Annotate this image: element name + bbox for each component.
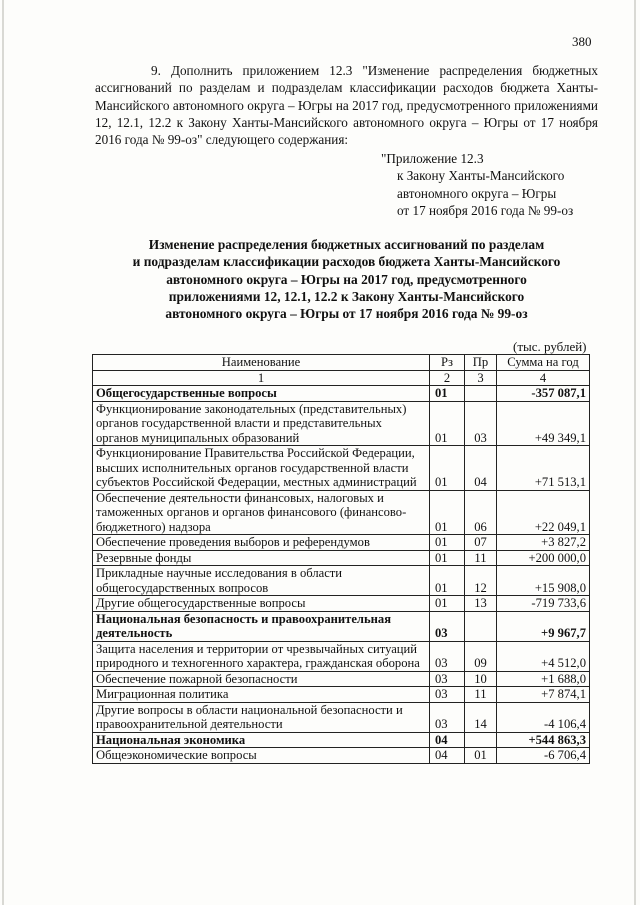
column-number: 3 xyxy=(465,370,497,386)
row-pr: 11 xyxy=(465,550,497,566)
column-number: 4 xyxy=(497,370,590,386)
right-page-edge xyxy=(634,0,636,905)
intro-paragraph: 9. Дополнить приложением 12.3 "Изменение распределения бюджетных ассигнований по разделам и подразделам классификации расходов бюджета Ханты-Мансийского автономного округа – Югры на 2017 год, предусмотренного приложениями 12, 12.1, 12.2 к Закону Ханты-Мансийского автономного округа – Югры от 17 ноября 2016 года № 99-оз" следующего содержания: xyxy=(95,63,598,148)
row-rz: 03 xyxy=(430,687,465,703)
row-sum: +4 512,0 xyxy=(497,641,590,671)
row-pr: 04 xyxy=(465,446,497,491)
table-header-row xyxy=(93,355,590,371)
row-sum: +3 827,2 xyxy=(497,535,590,551)
row-pr: 13 xyxy=(465,596,497,612)
table-row xyxy=(93,535,590,551)
table-row xyxy=(93,566,590,596)
table-row xyxy=(93,732,590,748)
table-row xyxy=(93,490,590,535)
table-column-numbers-row xyxy=(93,370,590,386)
row-rz: 01 xyxy=(430,535,465,551)
header-name: Наименование xyxy=(93,355,430,371)
title-line: Изменение распределения бюджетных ассигнований по разделам xyxy=(148,237,545,252)
table-row xyxy=(93,748,590,764)
attachment-line: "Приложение 12.3 xyxy=(381,151,484,166)
row-rz: 03 xyxy=(430,611,465,641)
attachment-line: автономного округа – Югры xyxy=(397,185,557,201)
row-name: Защита населения и территории от чрезвычайных ситуаций природного и техногенного характера, гражданская оборона xyxy=(93,641,430,671)
row-pr: 06 xyxy=(465,490,497,535)
left-page-edge xyxy=(2,0,4,905)
table-row xyxy=(93,641,590,671)
row-rz: 01 xyxy=(430,566,465,596)
row-pr: 09 xyxy=(465,641,497,671)
table-row xyxy=(93,611,590,641)
row-pr xyxy=(465,386,497,402)
table-row xyxy=(93,446,590,491)
row-pr: 12 xyxy=(465,566,497,596)
row-rz: 01 xyxy=(430,596,465,612)
attachment-reference xyxy=(381,150,601,219)
row-name: Функционирование Правительства Российской Федерации, высших исполнительных органов государственной власти субъектов Российской Федерации, местных администраций xyxy=(93,446,430,491)
row-sum: +71 513,1 xyxy=(497,446,590,491)
row-rz: 04 xyxy=(430,732,465,748)
table-row xyxy=(93,401,590,446)
header-pr: Пр xyxy=(465,355,497,371)
header-sum: Сумма на год xyxy=(497,355,590,371)
units-label: (тыс. рублей) xyxy=(513,339,587,354)
column-number: 1 xyxy=(93,370,430,386)
row-sum: -357 087,1 xyxy=(497,386,590,402)
row-pr: 14 xyxy=(465,702,497,732)
row-name: Миграционная политика xyxy=(93,687,430,703)
row-rz: 03 xyxy=(430,702,465,732)
row-name: Обеспечение пожарной безопасности xyxy=(93,671,430,687)
row-sum: +544 863,3 xyxy=(497,732,590,748)
row-sum: -719 733,6 xyxy=(497,596,590,612)
row-name: Национальная безопасность и правоохранительная деятельность xyxy=(93,611,430,641)
column-number: 2 xyxy=(430,370,465,386)
row-name: Обеспечение деятельности финансовых, налоговых и таможенных органов и органов финансового (финансово-бюджетного) надзора xyxy=(93,490,430,535)
row-pr: 10 xyxy=(465,671,497,687)
row-pr xyxy=(465,611,497,641)
row-sum: +1 688,0 xyxy=(497,671,590,687)
row-pr: 01 xyxy=(465,748,497,764)
page-number: 380 xyxy=(572,34,592,49)
row-sum: +49 349,1 xyxy=(497,401,590,446)
row-name: Общеэкономические вопросы xyxy=(93,748,430,764)
table-row xyxy=(93,671,590,687)
row-sum: +200 000,0 xyxy=(497,550,590,566)
row-name: Общегосударственные вопросы xyxy=(93,386,430,402)
row-pr: 07 xyxy=(465,535,497,551)
row-name: Обеспечение проведения выборов и референдумов xyxy=(93,535,430,551)
title-line: и подразделам классификации расходов бюджета Ханты-Мансийского xyxy=(132,254,561,270)
header-rz: Рз xyxy=(430,355,465,371)
row-sum: +22 049,1 xyxy=(497,490,590,535)
row-name: Функционирование законодательных (представительных) органов государственной власти и представительных органов муниципальных образований xyxy=(93,401,430,446)
row-name: Национальная экономика xyxy=(93,732,430,748)
row-sum: +15 908,0 xyxy=(497,566,590,596)
row-name: Прикладные научные исследования в области общегосударственных вопросов xyxy=(93,566,430,596)
title-line: приложениями 12, 12.1, 12.2 к Закону Ханты-Мансийского xyxy=(168,288,525,304)
title-line: автономного округа – Югры от 17 ноября 2016 года № 99-оз xyxy=(165,306,528,322)
row-rz: 01 xyxy=(430,550,465,566)
row-rz: 03 xyxy=(430,641,465,671)
row-pr: 11 xyxy=(465,687,497,703)
table-row xyxy=(93,386,590,402)
row-rz: 01 xyxy=(430,401,465,446)
row-sum: +9 967,7 xyxy=(497,611,590,641)
row-name: Другие вопросы в области национальной безопасности и правоохранительной деятельности xyxy=(93,702,430,732)
table-row xyxy=(93,702,590,732)
row-name: Другие общегосударственные вопросы xyxy=(93,596,430,612)
row-sum: -6 706,4 xyxy=(497,748,590,764)
row-rz: 03 xyxy=(430,671,465,687)
row-rz: 01 xyxy=(430,446,465,491)
row-rz: 01 xyxy=(430,490,465,535)
document-title xyxy=(95,236,598,322)
row-rz: 04 xyxy=(430,748,465,764)
table-row xyxy=(93,687,590,703)
row-sum: -4 106,4 xyxy=(497,702,590,732)
budget-table xyxy=(92,354,590,764)
row-name: Резервные фонды xyxy=(93,550,430,566)
row-sum: +7 874,1 xyxy=(497,687,590,703)
row-pr xyxy=(465,732,497,748)
table-row xyxy=(93,596,590,612)
title-line: автономного округа – Югры на 2017 год, предусмотренного xyxy=(166,271,527,287)
attachment-line: от 17 ноября 2016 года № 99-оз xyxy=(397,202,574,218)
attachment-line: к Закону Ханты-Мансийского xyxy=(397,168,565,184)
table-row xyxy=(93,550,590,566)
row-pr: 03 xyxy=(465,401,497,446)
row-rz: 01 xyxy=(430,386,465,402)
